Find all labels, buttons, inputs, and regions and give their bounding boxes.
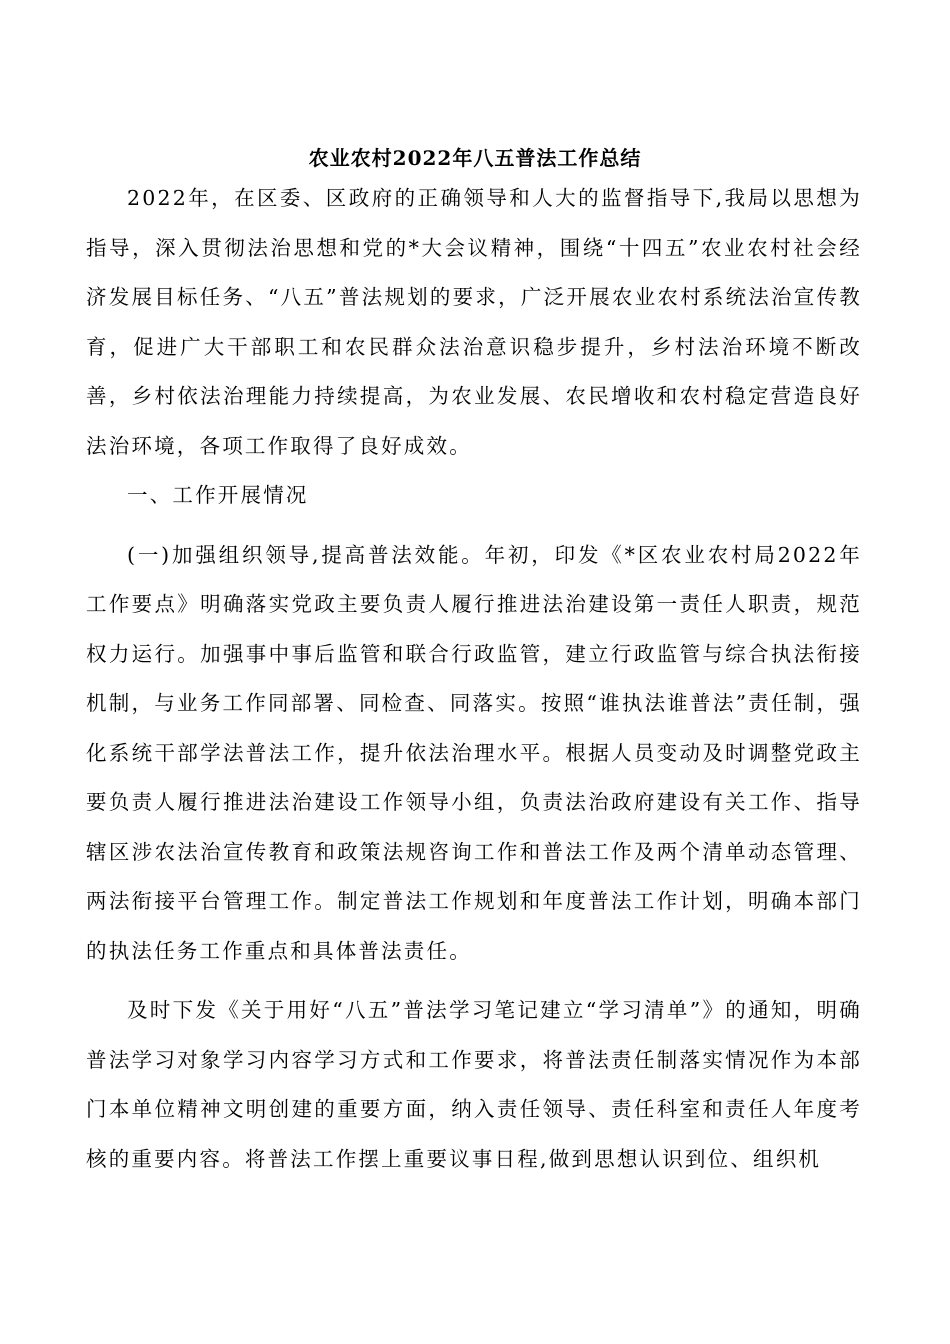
section-heading-work-status: 一、工作开展情况	[127, 483, 309, 507]
document-body	[86, 174, 862, 1184]
paragraph-intro: 2022年，在区委、区政府的正确领导和人大的监督指导下,我局以思想为指导，深入贯彻法治思想和党的*大会议精神，围绕“十四五”农业农村社会经济发展目标任务、“八五”普法规划的要求，广泛开展农业农村系统法治宣传教育，促进广大干部职工和农民群众法治意识稳步提升，乡村法治环境不断改善，乡村依法治理能力持续提高，为农业发展、农民增收和农村稳定营造良好法治环境，各项工作取得了良好成效。	[86, 186, 862, 458]
paragraph-study-notice: 及时下发《关于用好“八五”普法学习笔记建立“学习清单”》的通知，明确普法学习对象学习内容学习方式和工作要求，将普法责任制落实情况作为本部门本单位精神文明创建的重要方面，纳入责任领导、责任科室和责任人年度考核的重要内容。将普法工作摆上重要议事日程,做到思想认识到位、组织机	[86, 998, 862, 1171]
document-title: 农业农村2022年八五普法工作总结	[308, 146, 642, 170]
paragraph-organization-leadership: (一)加强组织领导,提高普法效能。年初，印发《*区农业农村局2022年工作要点》明确落实党政主要负责人履行推进法治建设第一责任人职责，规范权力运行。加强事中事后监管和联合行政监管，建立行政监管与综合执法衔接机制，与业务工作同部署、同检查、同落实。按照“谁执法谁普法”责任制，强化系统干部学法普法工作，提升依法治理水平。根据人员变动及时调整党政主要负责人履行推进法治建设工作领导小组，负责法治政府建设有关工作、指导辖区涉农法治宣传教育和政策法规咨询工作和普法工作及两个清单动态管理、两法衔接平台管理工作。制定普法工作规划和年度普法工作计划，明确本部门的执法任务工作重点和具体普法责任。	[86, 542, 862, 963]
